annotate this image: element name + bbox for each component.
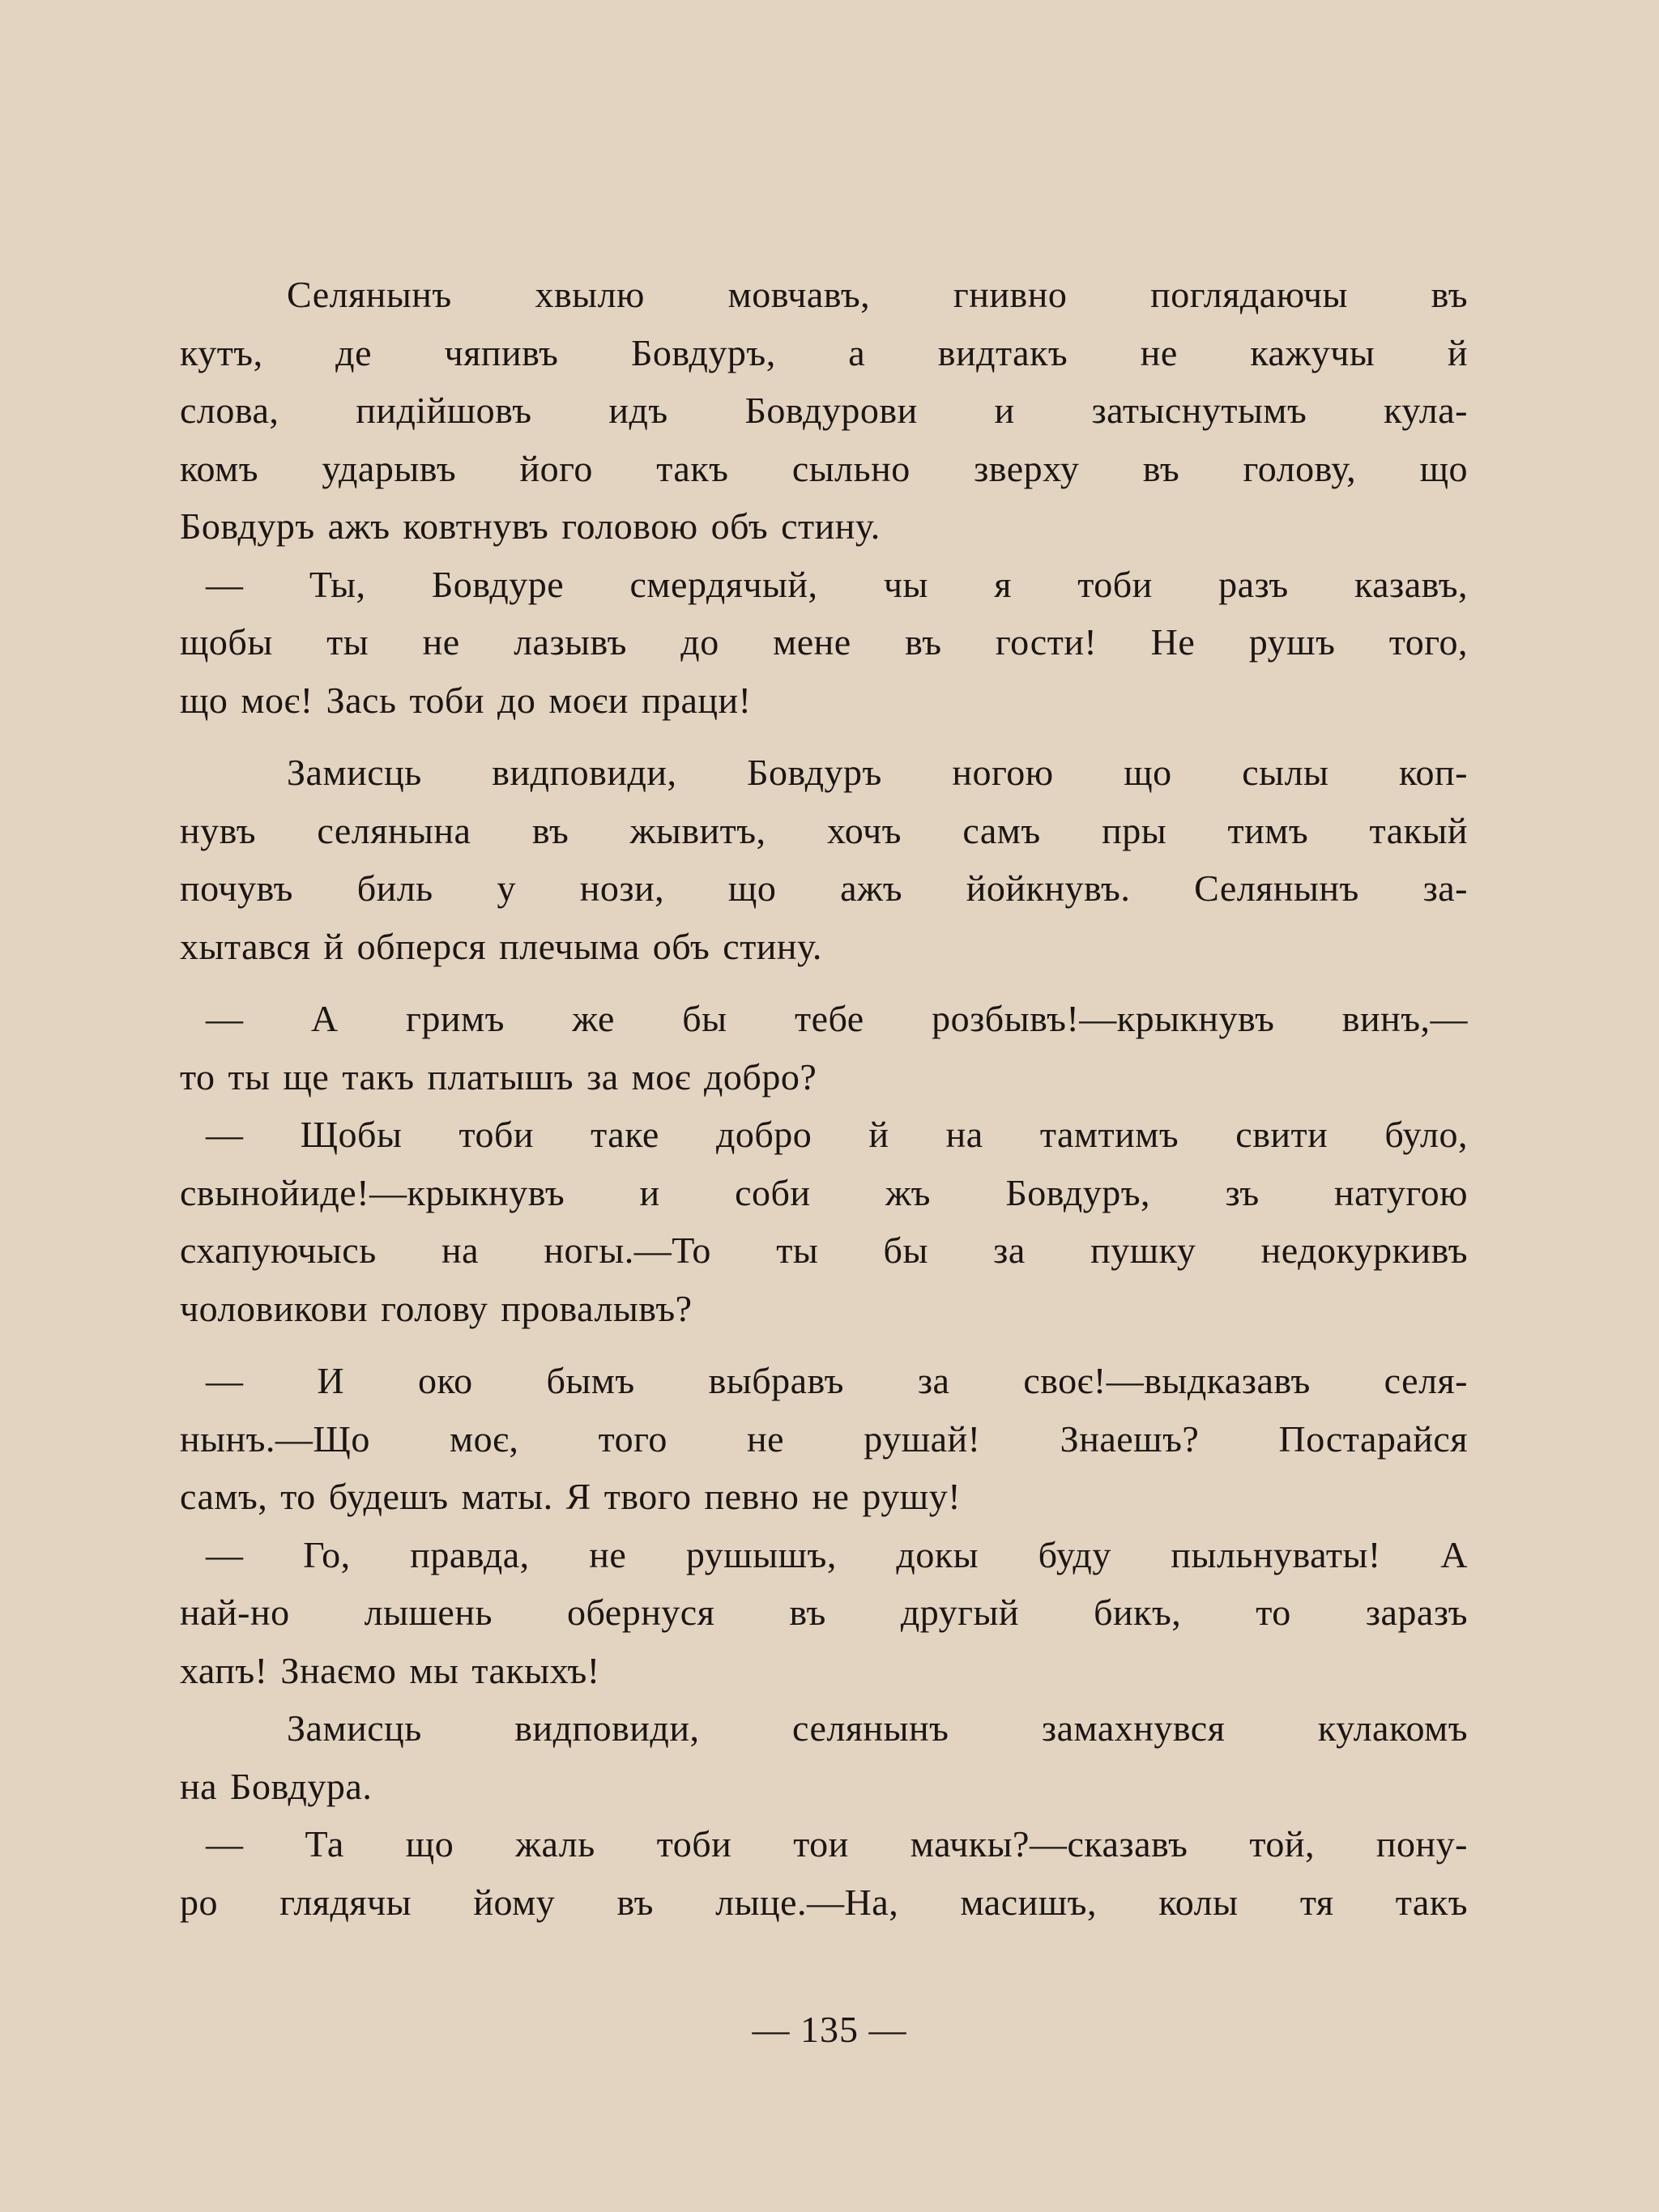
text-line: Бовдуръ ажъ ковтнувъ головою объ стину. xyxy=(180,505,881,547)
text-line: нувъ селянына въ жывитъ, хочъ самъ пры тимъ такый xyxy=(180,809,1468,851)
text-line: — Го, правда, не рушышъ, докы буду пыльнуваты! А xyxy=(206,1533,1468,1575)
text-line: кутъ, де чяпивъ Бовдуръ, а видтакъ не кажучы й xyxy=(180,331,1468,373)
text-line: — А гримъ же бы тебе розбывъ!—крыкнувъ винъ,— xyxy=(206,998,1468,1039)
text-line: най-но лышень обернуся въ другый бикъ, то заразъ xyxy=(180,1592,1468,1633)
text-line: — И око бымъ выбравъ за своє!—выдказавъ селя- xyxy=(206,1360,1468,1401)
text-line: щобы ты не лазывъ до мене въ гости! Не рушъ того, xyxy=(180,621,1468,663)
page-number: — 135 — xyxy=(752,2009,907,2050)
text-line: ро глядячы йому въ лыце.—На, масишъ, колы тя такъ xyxy=(180,1881,1468,1923)
text-line: що моє! Зась тоби до моєи праци! xyxy=(180,679,752,721)
text-line: на Бовдура. xyxy=(180,1765,373,1807)
text-line: хапъ! Знаємо мы такыхъ! xyxy=(180,1649,600,1691)
text-line: самъ, то будешъ маты. Я твого певно не рушу! xyxy=(180,1476,962,1517)
text-body xyxy=(180,266,1468,1931)
text-line: свынойиде!—крыкнувъ и соби жъ Бовдуръ, зъ натугою xyxy=(180,1171,1468,1213)
text-line: хытався й обперся плечыма объ стину. xyxy=(180,925,822,967)
text-line: чоловикови голову провалывъ? xyxy=(180,1287,693,1329)
text-line: слова, пидійшовъ идъ Бовдурови и затыснутымъ кула- xyxy=(180,390,1468,431)
text-line: Замисць видповиди, селянынъ замахнувся кулакомъ xyxy=(287,1707,1468,1749)
text-line: — Ты, Бовдуре смердячый, чы я тоби разъ казавъ, xyxy=(206,563,1468,605)
text-line: то ты ще такъ платышъ за моє добро? xyxy=(180,1055,817,1097)
text-line: комъ ударывъ його такъ сыльно зверху въ голову, що xyxy=(180,447,1468,489)
text-line: — Та що жаль тоби тои мачкы?—сказавъ той, пону- xyxy=(206,1823,1468,1865)
text-line: Замисць видповиди, Бовдуръ ногою що сылы коп- xyxy=(287,752,1468,793)
text-line: схапуючысь на ногы.—То ты бы за пушку недокуркивъ xyxy=(180,1230,1468,1271)
text-line: — Щобы тоби таке добро й на тамтимъ свити було, xyxy=(206,1114,1468,1155)
text-line: нынъ.—Що моє, того не рушай! Знаешъ? Постарайся xyxy=(180,1417,1468,1460)
text-line: почувъ биль у нози, що ажъ йойкнувъ. Селянынъ за- xyxy=(180,867,1468,909)
text-line: Селянынъ хвылю мовчавъ, гнивно поглядаючы въ xyxy=(287,274,1468,315)
